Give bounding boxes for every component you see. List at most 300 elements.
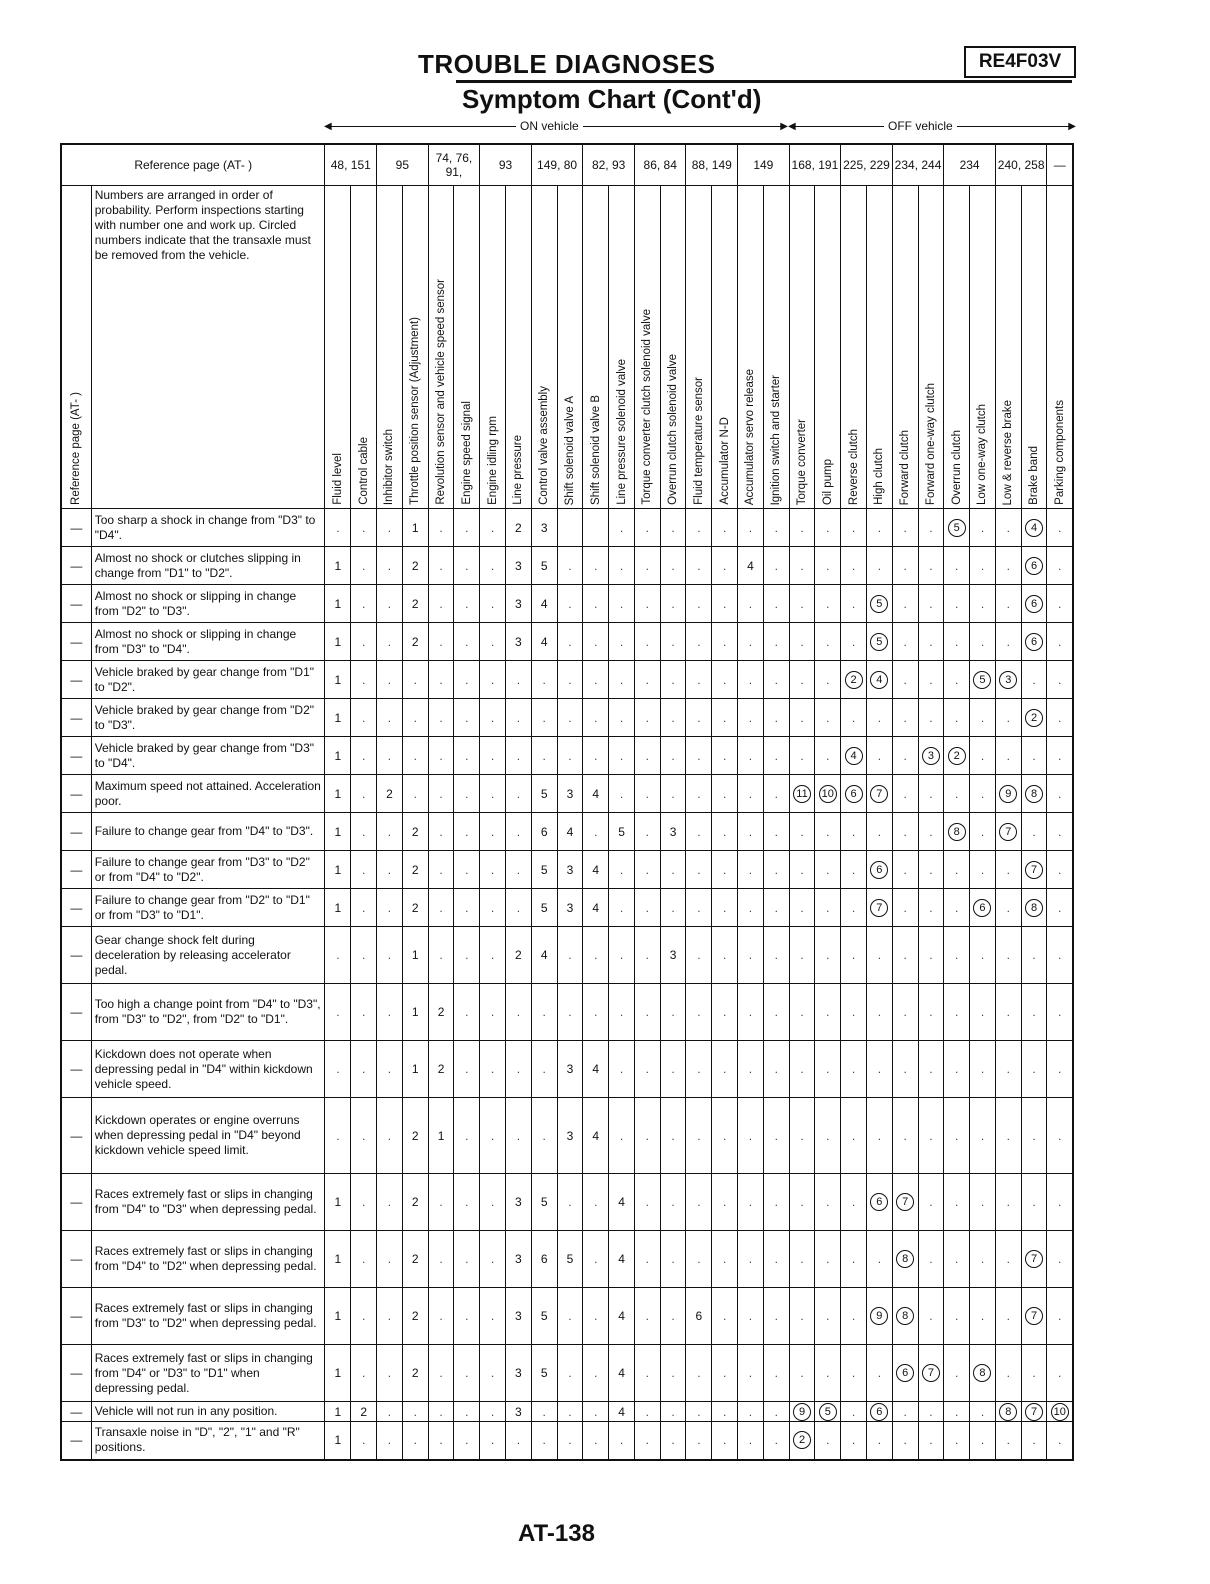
probability-cell (995, 889, 1021, 927)
cell-value: . (722, 824, 727, 839)
probability-cell (454, 1422, 480, 1460)
probability-cell (995, 1041, 1021, 1098)
probability-cell (609, 509, 635, 547)
probability-cell (944, 984, 970, 1041)
probability-cell (402, 1098, 428, 1174)
cell-value: . (361, 1433, 366, 1448)
probability-cell (738, 927, 764, 984)
circled-number: 8 (896, 1250, 914, 1268)
cell-value: . (748, 634, 753, 649)
cell-value: 4 (566, 824, 574, 839)
cell-value: . (413, 672, 417, 687)
probability-cell (738, 1345, 764, 1402)
probability-cell (583, 927, 609, 984)
probability-cell (609, 1174, 635, 1231)
probability-cell (660, 585, 686, 623)
cell-value: . (826, 672, 830, 687)
probability-cell (918, 1345, 944, 1402)
probability-cell (686, 813, 712, 851)
cell-value: . (697, 824, 701, 839)
probability-cell (866, 984, 892, 1041)
cell-value: . (490, 710, 495, 725)
probability-cell (841, 1288, 867, 1345)
probability-cell (402, 1174, 428, 1231)
cell-value: . (851, 710, 856, 725)
probability-cell (815, 737, 841, 775)
probability-cell (377, 1231, 403, 1288)
probability-cell (738, 1098, 764, 1174)
probability-cell (712, 851, 738, 889)
probability-cell (815, 509, 841, 547)
probability-cell (970, 813, 996, 851)
probability-cell (789, 813, 815, 851)
probability-cell (866, 1345, 892, 1402)
probability-cell (686, 927, 712, 984)
cell-value: . (774, 748, 778, 763)
probability-cell (712, 1098, 738, 1174)
cell-value: . (361, 596, 366, 611)
cell-value: 4 (747, 558, 754, 573)
cell-value: . (929, 520, 933, 535)
cell-value: . (465, 1062, 469, 1076)
probability-cell (815, 699, 841, 737)
probability-cell (351, 1402, 377, 1422)
cell-value: . (439, 520, 443, 535)
cell-value: . (903, 1433, 907, 1448)
probability-cell (686, 585, 712, 623)
probability-cell (944, 661, 970, 699)
cell-value: 4 (618, 1195, 625, 1209)
cell-value: . (594, 1195, 598, 1209)
title-rule (456, 80, 1072, 83)
circled-number: 8 (1025, 899, 1043, 917)
cell-value: 2 (411, 900, 419, 915)
probability-cell (634, 775, 660, 813)
probability-cell (789, 547, 815, 585)
probability-cell (763, 623, 789, 661)
cell-value: . (594, 1309, 598, 1323)
cell-value: . (929, 558, 933, 573)
cell-value: . (722, 558, 727, 573)
cell-value: . (722, 710, 727, 725)
cell-value: 3 (515, 1309, 522, 1323)
circled-number: 8 (973, 1364, 991, 1382)
cell-value: 3 (515, 634, 522, 649)
cell-value: . (594, 1433, 598, 1448)
component-column-header (892, 186, 918, 509)
probability-cell (377, 1174, 403, 1231)
cell-value: . (542, 748, 546, 763)
cell-value: . (1058, 786, 1062, 801)
cell-value: . (955, 1128, 959, 1143)
cell-value: . (851, 824, 856, 839)
probability-cell (970, 1098, 996, 1174)
probability-cell (1047, 1345, 1073, 1402)
symptom-row (61, 585, 1073, 623)
probability-cell (634, 984, 660, 1041)
circled-number: 7 (870, 899, 888, 917)
cell-value: . (1006, 748, 1010, 763)
probability-cell (634, 661, 660, 699)
cell-value: . (361, 1005, 366, 1019)
cell-value: . (490, 948, 495, 962)
cell-value: 2 (411, 1309, 419, 1323)
probability-cell (609, 699, 635, 737)
probability-cell (970, 927, 996, 984)
cell-value: . (619, 786, 624, 801)
row-reference: — (61, 984, 91, 1041)
probability-cell (480, 1231, 506, 1288)
probability-cell (866, 1041, 892, 1098)
probability-cell (557, 1345, 583, 1402)
cell-value: 2 (411, 634, 419, 649)
probability-cell (505, 1231, 531, 1288)
probability-cell (892, 889, 918, 927)
symptom-description: Vehicle braked by gear change from "D2" to "D3". (91, 699, 325, 737)
circled-number: 6 (870, 861, 888, 879)
cell-value: . (955, 786, 959, 801)
probability-cell (841, 889, 867, 927)
probability-cell (789, 699, 815, 737)
probability-cell (918, 1174, 944, 1231)
probability-cell (325, 509, 351, 547)
probability-cell (609, 889, 635, 927)
probability-cell (841, 585, 867, 623)
probability-cell (1047, 927, 1073, 984)
probability-cell (1021, 623, 1047, 661)
probability-cell (944, 699, 970, 737)
cell-value: . (387, 1252, 392, 1266)
cell-value: . (645, 948, 649, 962)
cell-value: . (722, 862, 727, 877)
row-reference: — (61, 547, 91, 585)
probability-cell (892, 775, 918, 813)
cell-value: 2 (411, 1128, 419, 1143)
probability-cell (609, 737, 635, 775)
probability-cell (1047, 1174, 1073, 1231)
probability-cell (480, 1345, 506, 1402)
cell-value: . (568, 1404, 572, 1419)
probability-cell (944, 1402, 970, 1422)
probability-cell (1021, 1231, 1047, 1288)
cell-value: 2 (411, 824, 419, 839)
probability-cell (428, 661, 454, 699)
probability-cell (377, 585, 403, 623)
cell-value: . (1032, 824, 1036, 839)
cell-value: 1 (334, 634, 342, 649)
component-label: Low & reverse brake (1002, 399, 1015, 505)
cell-value: . (594, 672, 598, 687)
row-reference: — (61, 1288, 91, 1345)
symptom-row (61, 623, 1073, 661)
cell-value: . (774, 1062, 778, 1076)
probability-cell (866, 547, 892, 585)
cell-value: . (877, 710, 882, 725)
cell-value: . (645, 786, 649, 801)
probability-cell (1047, 1231, 1073, 1288)
row-reference: — (61, 737, 91, 775)
probability-cell (841, 1098, 867, 1174)
row-reference: — (61, 623, 91, 661)
probability-cell (454, 509, 480, 547)
cell-value: . (748, 520, 753, 535)
cell-value: . (671, 900, 675, 915)
cell-value: 1 (334, 862, 342, 877)
cell-value: . (1006, 948, 1010, 962)
cell-value: . (619, 634, 624, 649)
cell-value: . (619, 862, 624, 877)
component-label: Line pressure solenoid valve (615, 359, 628, 505)
cell-value: . (671, 634, 675, 649)
probability-cell (789, 889, 815, 927)
cell-value: . (722, 1195, 727, 1209)
cell-value: . (697, 558, 701, 573)
probability-cell (841, 927, 867, 984)
component-column-header (505, 186, 531, 509)
probability-cell (763, 1402, 789, 1422)
cell-value: . (774, 558, 778, 573)
cell-value: 2 (411, 1252, 419, 1266)
probability-cell (1047, 1098, 1073, 1174)
probability-cell (1047, 889, 1073, 927)
probability-cell (505, 927, 531, 984)
probability-cell (402, 813, 428, 851)
probability-cell (944, 889, 970, 927)
probability-cell (970, 1288, 996, 1345)
component-column-header (660, 186, 686, 509)
probability-cell (402, 585, 428, 623)
probability-cell (351, 509, 377, 547)
probability-cell (505, 1345, 531, 1402)
cell-value: 3 (515, 1366, 522, 1380)
cell-value: . (490, 1062, 495, 1076)
cell-value: 5 (540, 862, 548, 877)
probability-cell (557, 851, 583, 889)
cell-value: . (336, 520, 340, 535)
cell-value: . (826, 1062, 830, 1076)
component-column-header (866, 186, 892, 509)
probability-cell (970, 509, 996, 547)
cell-value: . (439, 824, 443, 839)
cell-value: . (1058, 1005, 1062, 1019)
probability-cell (402, 623, 428, 661)
probability-cell (892, 1041, 918, 1098)
cell-value: . (542, 1433, 546, 1448)
cell-value: . (980, 1005, 985, 1019)
cell-value: . (774, 862, 778, 877)
cell-value: . (774, 824, 778, 839)
probability-cell (325, 585, 351, 623)
symptom-row (61, 927, 1073, 984)
probability-cell (712, 1288, 738, 1345)
cell-value: . (645, 824, 649, 839)
probability-cell (428, 984, 454, 1041)
reference-vertical-label: Reference page (AT- ) (70, 392, 83, 505)
cell-value: . (594, 748, 598, 763)
symptom-description: Maximum speed not attained. Acceleration poor. (91, 775, 325, 813)
cell-value: . (774, 710, 778, 725)
probability-cell (841, 1041, 867, 1098)
cell-value: 5 (540, 558, 548, 573)
probability-cell (634, 1402, 660, 1422)
cell-value: . (1006, 1309, 1010, 1323)
probability-cell (531, 1402, 557, 1422)
probability-cell (480, 547, 506, 585)
probability-cell (1047, 984, 1073, 1041)
cell-value: . (1032, 1128, 1036, 1143)
cell-value: 5 (540, 1309, 548, 1323)
cell-value: . (490, 558, 495, 573)
probability-cell (738, 775, 764, 813)
row-reference: — (61, 927, 91, 984)
probability-cell (789, 1174, 815, 1231)
circled-number: 8 (948, 823, 966, 841)
probability-cell (918, 775, 944, 813)
cell-value: . (387, 1309, 392, 1323)
probability-cell (531, 1098, 557, 1174)
cell-value: . (826, 1128, 830, 1143)
cell-value: . (465, 900, 469, 915)
cell-value: . (826, 558, 830, 573)
cell-value: . (955, 672, 959, 687)
cell-value: 1 (334, 1252, 342, 1266)
probability-cell (686, 889, 712, 927)
symptom-description: Vehicle braked by gear change from "D1" to "D2". (91, 661, 325, 699)
probability-cell (531, 1345, 557, 1402)
cell-value: . (800, 596, 804, 611)
cell-value: . (748, 1309, 753, 1323)
probability-cell (970, 699, 996, 737)
cell-value: . (722, 1404, 727, 1419)
cell-value: . (748, 748, 753, 763)
cell-value: . (1058, 1195, 1062, 1209)
cell-value: . (568, 672, 572, 687)
on-vehicle-group (326, 116, 786, 144)
probability-cell (995, 1422, 1021, 1460)
cell-value: . (465, 1309, 469, 1323)
cell-value: . (774, 900, 778, 915)
probability-cell (480, 509, 506, 547)
cell-value: . (439, 558, 443, 573)
circled-number: 8 (896, 1307, 914, 1325)
probability-cell (402, 547, 428, 585)
probability-cell (841, 547, 867, 585)
cell-value: . (980, 1404, 985, 1419)
symptom-row (61, 1402, 1073, 1422)
cell-value: . (851, 1195, 856, 1209)
cell-value: . (774, 596, 778, 611)
cell-value: . (542, 1005, 546, 1019)
probability-cell (763, 984, 789, 1041)
probability-cell (918, 1041, 944, 1098)
circled-number: 8 (1025, 785, 1043, 803)
probability-cell (918, 509, 944, 547)
probability-cell (377, 1345, 403, 1402)
probability-cell (480, 889, 506, 927)
cell-value: . (929, 1309, 933, 1323)
cell-value: . (594, 1005, 598, 1019)
probability-cell (583, 1231, 609, 1288)
probability-cell (428, 1098, 454, 1174)
probability-cell (634, 509, 660, 547)
cell-value: . (722, 1433, 727, 1448)
cell-value: . (929, 1195, 933, 1209)
probability-cell (660, 1345, 686, 1402)
vehicle-group-header (62, 116, 1076, 144)
probability-cell (866, 1422, 892, 1460)
probability-cell (454, 813, 480, 851)
probability-cell (377, 661, 403, 699)
probability-cell (634, 623, 660, 661)
cell-value: 5 (540, 1195, 548, 1209)
circled-number: 7 (1025, 1403, 1043, 1421)
probability-cell (763, 1422, 789, 1460)
probability-cell (634, 585, 660, 623)
cell-value: . (671, 558, 675, 573)
cell-value: . (929, 786, 933, 801)
probability-cell (377, 509, 403, 547)
cell-value: . (697, 1195, 701, 1209)
cell-value: . (619, 710, 624, 725)
symptom-row (61, 1098, 1073, 1174)
circled-number: 2 (793, 1431, 811, 1449)
probability-cell (557, 927, 583, 984)
cell-value: . (490, 634, 495, 649)
cell-value: 2 (411, 558, 419, 573)
probability-cell (351, 585, 377, 623)
cell-value: . (877, 948, 882, 962)
probability-cell (789, 927, 815, 984)
cell-value: . (645, 1195, 649, 1209)
probability-cell (454, 1098, 480, 1174)
probability-cell (866, 1231, 892, 1288)
probability-cell (377, 547, 403, 585)
cell-value: . (877, 1005, 882, 1019)
probability-cell (995, 984, 1021, 1041)
cell-value: . (955, 596, 959, 611)
probability-cell (738, 813, 764, 851)
row-reference: — (61, 1098, 91, 1174)
cell-value: . (955, 710, 959, 725)
probability-cell (789, 661, 815, 699)
probability-cell (892, 661, 918, 699)
cell-value: . (903, 824, 907, 839)
probability-cell (609, 1041, 635, 1098)
probability-cell (1047, 547, 1073, 585)
probability-cell (1021, 585, 1047, 623)
probability-cell (866, 737, 892, 775)
component-column-header (531, 186, 557, 509)
cell-value: 3 (515, 1252, 522, 1266)
cell-value: . (439, 672, 443, 687)
cell-value: . (980, 948, 985, 962)
probability-cell (531, 737, 557, 775)
cell-value: . (387, 1404, 392, 1419)
reference-page-cell: 95 (377, 144, 429, 186)
probability-cell (892, 1402, 918, 1422)
symptom-description: Kickdown operates or engine overruns when depressing pedal in "D4" beyond kickdown vehicle speed limit. (91, 1098, 325, 1174)
cell-value: . (361, 1195, 366, 1209)
component-column-header (944, 186, 970, 509)
cell-value: . (1006, 634, 1010, 649)
component-label: Overrun clutch (950, 430, 963, 505)
probability-cell (763, 775, 789, 813)
cell-value: . (1058, 710, 1062, 725)
probability-cell (377, 1288, 403, 1345)
cell-value: . (465, 596, 469, 611)
probability-cell (583, 737, 609, 775)
cell-value: . (877, 1128, 882, 1143)
